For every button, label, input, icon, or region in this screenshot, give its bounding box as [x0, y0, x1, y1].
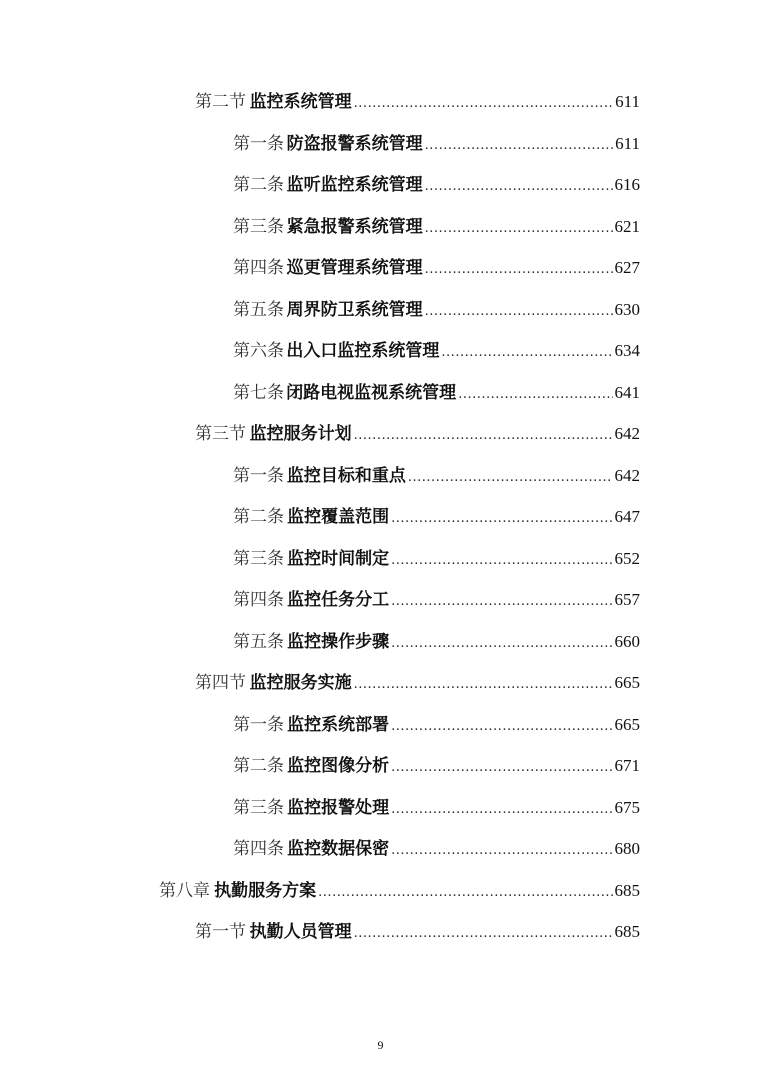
toc-entry[interactable] — [233, 338, 640, 364]
toc-entry-title: 监控任务分工 — [287, 590, 390, 610]
toc-entry-number: 第二节 — [195, 92, 246, 112]
toc-leader-dots — [318, 878, 612, 906]
toc-leader-dots — [391, 753, 612, 781]
toc-entry-page: 611 — [615, 92, 640, 111]
toc-entry-page: 642 — [614, 424, 640, 443]
toc-entry[interactable] — [233, 629, 640, 655]
toc-entry-page: 665 — [614, 715, 640, 734]
toc-leader-dots — [425, 214, 613, 242]
toc-entry-page: 616 — [614, 175, 640, 194]
toc-entry-page: 641 — [614, 383, 640, 402]
toc-entry-number: 第二条 — [233, 175, 284, 195]
toc-entry-title: 防盗报警系统管理 — [286, 134, 423, 154]
toc-leader-dots — [391, 836, 612, 864]
toc-entry-title: 监控覆盖范围 — [287, 507, 390, 527]
toc-entry-number: 第三条 — [233, 798, 284, 818]
toc-entry[interactable] — [233, 380, 640, 406]
toc-leader-dots — [408, 463, 613, 491]
toc-entry-page: 621 — [614, 217, 640, 236]
toc-entry-page: 660 — [614, 632, 640, 651]
toc-entry-number: 第四条 — [233, 590, 284, 610]
toc-entry[interactable] — [233, 587, 640, 613]
toc-leader-dots — [458, 380, 612, 408]
toc-entry-title: 周界防卫系统管理 — [286, 300, 423, 320]
toc-entry[interactable] — [195, 670, 640, 696]
toc-entry[interactable] — [195, 919, 640, 945]
toc-entry[interactable] — [233, 255, 640, 281]
toc-entry-title: 监控系统部署 — [287, 715, 390, 735]
toc-leader-dots — [391, 712, 612, 740]
toc-entry-page: 680 — [614, 839, 640, 858]
toc-entry-title: 监听监控系统管理 — [286, 175, 423, 195]
toc-entry-title: 出入口监控系统管理 — [286, 341, 440, 361]
toc-leader-dots — [391, 546, 612, 574]
toc-entry-page: 647 — [614, 507, 640, 526]
toc-entry-title: 监控时间制定 — [287, 549, 390, 569]
toc-entry-title: 执勤服务方案 — [214, 881, 317, 901]
toc-entry-title: 监控操作步骤 — [287, 632, 390, 652]
toc-entry-title: 执勤人员管理 — [249, 922, 352, 942]
toc-entry-number: 第三节 — [195, 424, 246, 444]
toc-entry-number: 第一条 — [233, 715, 284, 735]
toc-entry[interactable] — [233, 131, 640, 157]
toc-entry[interactable] — [233, 504, 640, 530]
toc-entry[interactable] — [233, 463, 640, 489]
toc-entry-title: 监控服务实施 — [249, 673, 352, 693]
toc-leader-dots — [425, 297, 613, 325]
toc-entry-page: 630 — [614, 300, 640, 319]
toc-entry[interactable] — [233, 836, 640, 862]
toc-entry-number: 第二条 — [233, 507, 284, 527]
toc-leader-dots — [391, 587, 612, 615]
toc-entry-number: 第四节 — [195, 673, 246, 693]
toc-entry-page: 627 — [614, 258, 640, 277]
toc-entry-title: 巡更管理系统管理 — [286, 258, 423, 278]
toc-entry-title: 闭路电视监视系统管理 — [286, 383, 457, 403]
toc-leader-dots — [391, 504, 612, 532]
toc-entry-title: 监控报警处理 — [287, 798, 390, 818]
page-number: 9 — [377, 1038, 384, 1052]
toc-entry-page: 665 — [614, 673, 640, 692]
toc-entry-number: 第四条 — [233, 258, 284, 278]
toc-entry-number: 第五条 — [233, 632, 284, 652]
toc-leader-dots — [354, 421, 613, 449]
toc-entry-page: 685 — [614, 922, 640, 941]
toc-leader-dots — [354, 89, 613, 117]
toc-leader-dots — [425, 172, 613, 200]
toc-leader-dots — [391, 795, 612, 823]
toc-entry-page: 611 — [615, 134, 640, 153]
toc-entry-page: 685 — [614, 881, 640, 900]
toc-entry-page: 671 — [614, 756, 640, 775]
toc-entry[interactable] — [233, 712, 640, 738]
toc-entry[interactable] — [233, 753, 640, 779]
toc-entry-number: 第五条 — [233, 300, 284, 320]
toc-leader-dots — [441, 338, 612, 366]
toc-entry[interactable] — [233, 297, 640, 323]
toc-entry-number: 第七条 — [233, 383, 284, 403]
toc-entry-number: 第八章 — [159, 881, 210, 901]
toc-entry[interactable] — [233, 214, 640, 240]
toc-entry[interactable] — [233, 172, 640, 198]
toc-entry-number: 第二条 — [233, 756, 284, 776]
toc-entry-title: 监控数据保密 — [287, 839, 390, 859]
toc-entry-number: 第四条 — [233, 839, 284, 859]
toc-entry-title: 紧急报警系统管理 — [286, 217, 423, 237]
toc-entry-page: 657 — [614, 590, 640, 609]
toc-entry-number: 第一条 — [233, 134, 284, 154]
toc-entry-page: 634 — [614, 341, 640, 360]
toc-entry[interactable] — [233, 795, 640, 821]
toc-leader-dots — [354, 919, 613, 947]
toc-entry-number: 第一节 — [195, 922, 246, 942]
toc-entry-title: 监控服务计划 — [249, 424, 352, 444]
toc-entry[interactable] — [159, 878, 640, 904]
toc-entry-number: 第三条 — [233, 549, 284, 569]
toc-entry-title: 监控图像分析 — [287, 756, 390, 776]
toc-entry-number: 第三条 — [233, 217, 284, 237]
toc-entry[interactable] — [195, 421, 640, 447]
toc-entry[interactable] — [233, 546, 640, 572]
toc-entry[interactable] — [195, 89, 640, 115]
toc-entry-page: 675 — [614, 798, 640, 817]
toc-entry-page: 642 — [614, 466, 640, 485]
toc-leader-dots — [391, 629, 612, 657]
toc-entry-page: 652 — [614, 549, 640, 568]
toc-leader-dots — [425, 131, 613, 159]
toc-leader-dots — [425, 255, 613, 283]
toc-entry-title: 监控目标和重点 — [286, 466, 406, 486]
toc-entry-number: 第六条 — [233, 341, 284, 361]
toc-entry-number: 第一条 — [233, 466, 284, 486]
toc-leader-dots — [354, 670, 613, 698]
toc-entry-title: 监控系统管理 — [249, 92, 352, 112]
